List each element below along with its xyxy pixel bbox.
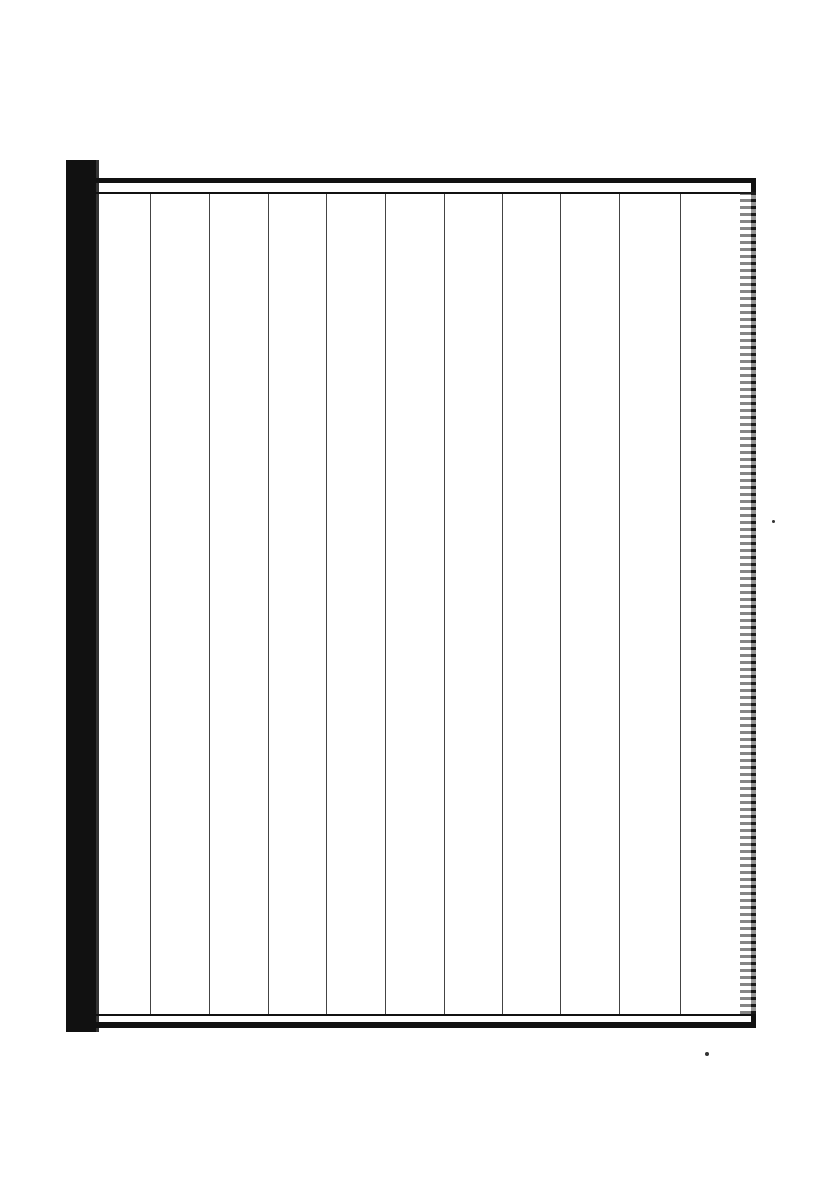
text-column-7 (330, 202, 388, 1002)
text-column-10 (154, 202, 212, 1002)
fold-mark-middle (68, 410, 94, 520)
text-column-8 (272, 202, 330, 1002)
text-column-6 (389, 202, 447, 1002)
frame-inner-bottom-rule (96, 1014, 756, 1016)
book-spine (66, 160, 96, 1032)
fold-mark-bottom (68, 770, 96, 830)
text-column-2 (623, 202, 681, 1002)
fold-mark-lower (68, 700, 92, 740)
frame-inner-top-rule (96, 192, 756, 194)
text-column-5 (448, 202, 506, 1002)
scan-speck (705, 1052, 709, 1056)
text-column-9 (213, 202, 271, 1002)
scan-speck (772, 520, 775, 523)
frame-right-border (740, 192, 756, 1014)
text-column-4 (506, 202, 564, 1002)
text-column-1 (684, 202, 742, 1002)
text-column-11 (100, 202, 158, 1002)
text-column-3 (564, 202, 622, 1002)
fold-mark-top (68, 365, 96, 405)
